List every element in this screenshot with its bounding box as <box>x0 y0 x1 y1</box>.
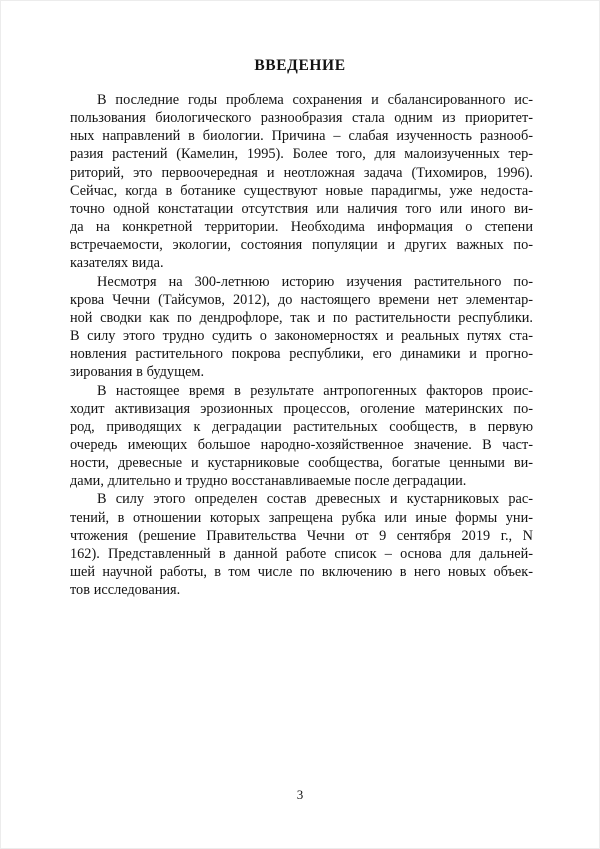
paragraph <box>70 490 533 599</box>
text-line: тений, в отношении которых запрещена рубка или иные формы уни- <box>70 509 533 526</box>
text-line: В силу этого трудно судить о закономерностях и реальных путях ста- <box>70 328 533 345</box>
text-line: да на конкретной территории. Необходима информация о степени <box>70 219 533 236</box>
text-line: 162). Представленный в данной работе список – основа для дальней- <box>70 545 533 562</box>
text-line: риторий, это первоочередная и неотложная задача (Тихомиров, 1996). <box>70 164 533 181</box>
text-line: крова Чечни (Тайсумов, 2012), до настоящего времени нет элементар- <box>70 291 533 308</box>
text-line: очередь имеющих большое народно-хозяйственное значение. В част- <box>70 436 533 453</box>
text-line: шей научной работы, в том числе по включению в него новых объек- <box>70 564 533 581</box>
page-number: 3 <box>296 787 304 802</box>
text-line: зирования в будущем. <box>70 364 205 381</box>
paragraph <box>70 91 533 273</box>
text-line: чтожения (решение Правительства Чечни от 9 сентября 2019 г., N <box>70 527 533 544</box>
text-line: В последние годы проблема сохранения и сбалансированного ис- <box>97 92 533 108</box>
text-line: пользования биологического разнообразия стала одним из приоритет- <box>70 110 533 127</box>
text-line: род, приводящих к деградации растительных сообществ, в первую <box>70 418 533 435</box>
text-line: ходит активизация эрозионных процессов, оголение материнских по- <box>70 400 533 417</box>
text-line: Несмотря на 300-летнюю историю изучения растительного по- <box>97 273 533 290</box>
text-line: Сейчас, когда в ботанике существуют новые парадигмы, уже недоста- <box>70 182 533 199</box>
section-title: ВВЕДЕНИЕ <box>254 57 346 74</box>
text-line: ной сводки как по дендрофлоре, так и по растительности республики. <box>70 309 533 326</box>
text-line: новления растительного покрова республики, его динамики и прогно- <box>70 346 533 363</box>
text-line: ности, древесные и кустарниковые сообщества, богатые ценными ви- <box>70 455 533 472</box>
text-line: дами, длительно и трудно восстанавливаемые после деградации. <box>70 473 467 490</box>
document-body <box>70 91 533 599</box>
paragraph <box>70 382 533 491</box>
text-line: встречаемости, экологии, состояния популяции и других важных по- <box>70 237 533 254</box>
paragraph <box>70 273 533 382</box>
text-line: ных направлений в биологии. Причина – слабая изученность разнооб- <box>70 128 533 145</box>
text-line: разия растений (Камелин, 1995). Более того, для малоизученных тер- <box>70 146 533 163</box>
text-line: точно одной констатации отсутствия или наличия того или иного ви- <box>70 200 533 217</box>
text-line: тов исследования. <box>70 582 181 599</box>
text-line: В настоящее время в результате антропогенных факторов проис- <box>97 382 533 399</box>
text-line: В силу этого определен состав древесных и кустарниковых рас- <box>97 491 533 508</box>
text-line: казателях вида. <box>70 255 164 272</box>
